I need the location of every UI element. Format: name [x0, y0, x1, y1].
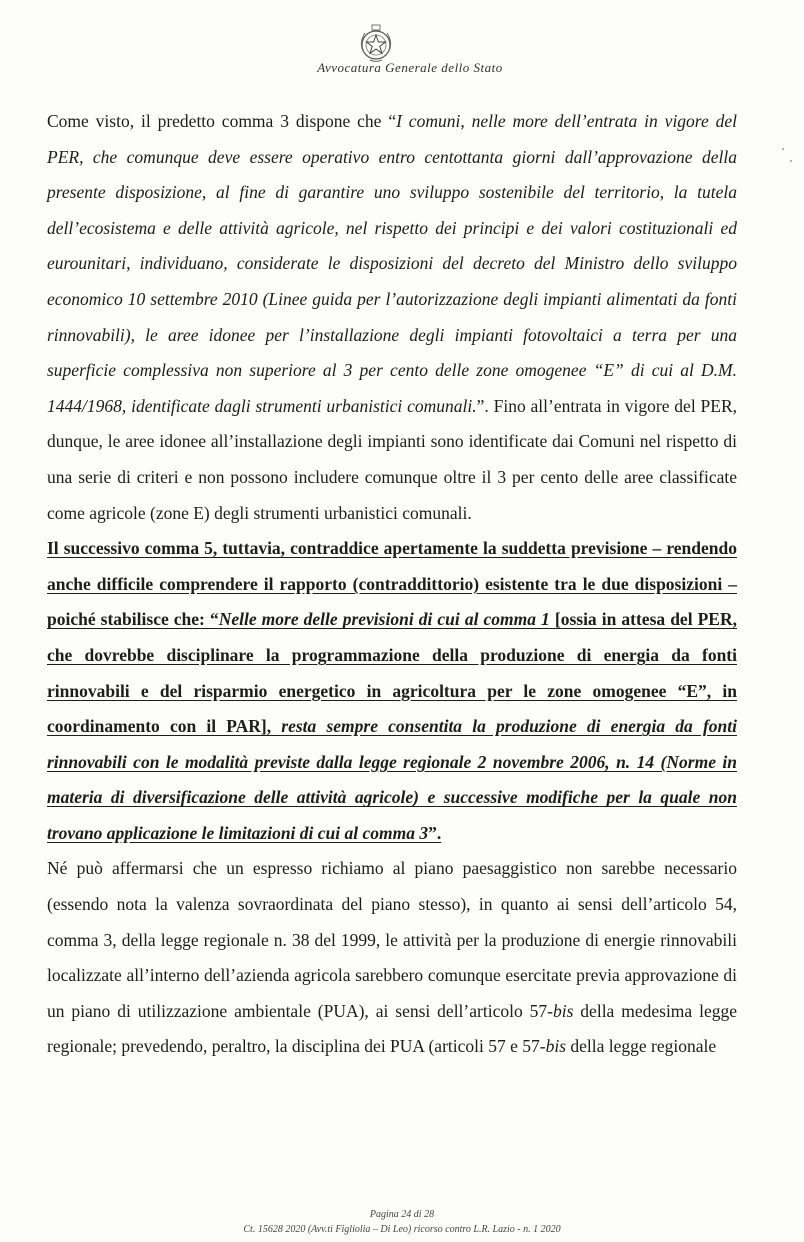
paragraph-2-quote-1: Nelle more delle previsioni di cui al comma 1 [218, 609, 550, 630]
italian-republic-emblem-icon [356, 24, 396, 64]
paragraph-3 [47, 851, 737, 1065]
page-number: Pagina 24 di 28 [369, 1209, 435, 1220]
paragraph-1-lead: Come visto, il predetto comma 3 dispone che “ [47, 111, 397, 131]
paragraph-1-quote: I comuni, nelle more dell’entrata in vigore del PER, che comunque deve essere operativo entro centottanta giorni dall’approvazione della presente disposizione, al fine di garantire uno sviluppo sostenibile del territorio, la tutela dell’ecosistema e delle attività agricole, nel rispetto dei principi e dei valori costituzionali ed eurounitari, individuano, considerate le disposizioni del decreto del Ministro dello sviluppo economico 10 settembre 2010 (Linee guida per l’autorizzazione degli impianti alimentati da fonti rinnovabili), le aree idonee per l’installazione degli impianti fotovoltaici a terra per una superficie complessiva non superiore al 3 per cento delle zone omogenee “E” di cui al D.M. 1444/1968, identificate dagli strumenti urbanistici comunali. [47, 111, 737, 416]
paragraph-2-tail: ”. [428, 822, 442, 843]
paragraph-3-text-2: della medesima legge regionale; prevedendo, peraltro, la disciplina dei PUA (articoli 57 e 57- [47, 1000, 738, 1057]
document-body [47, 104, 737, 1065]
scan-speck [782, 148, 784, 150]
scan-speck [790, 160, 792, 162]
paragraph-2 [47, 531, 737, 851]
paragraph-2-quote-2: resta sempre consentita la produzione di energia da fonti rinnovabili con le modalità previste dalla legge regionale 2 novembre 2006, n. 14 (Norme in materia di diversificazione delle attività agricole) e successive modifiche per la quale non trovano applicazione le limitazioni di cui al comma 3 [47, 716, 737, 843]
paragraph-1 [47, 104, 737, 531]
paragraph-3-bis-2: bis [545, 1036, 567, 1057]
page-footer [120, 1207, 684, 1237]
paragraph-3-text-1: Né può affermarsi che un espresso richiamo al piano paesaggistico non sarebbe necessario (essendo nota la valenza sovraordinata del piano stesso), in quanto ai sensi dell’articolo 54, comma 3, della legge regionale n. 38 del 1999, le attività per la produzione di energie rinnovabili localizzate all’interno dell’azienda agricola sarebbero comunque esercitate previa approvazione di un piano di utilizzazione ambientale (PUA), ai sensi dell’articolo 57- [47, 858, 737, 1021]
paragraph-3-text-3: della legge regionale [566, 1036, 717, 1057]
paragraph-2-lead: Il successivo comma 5, tuttavia, contraddice apertamente la suddetta previsione – rendendo anche difficile comprendere il rapporto (contraddittorio) esistente tra le due disposizioni – poiché stabilisce che: “ [47, 538, 737, 630]
paragraph-1-tail: ”. Fino all’entrata in vigore del PER, dunque, le aree idonee all’installazione degli impianti sono identificate dai Comuni nel rispetto di una serie di criteri e non possono includere comunque oltre il 3 per cento delle aree classificate come agricole (zone E) degli strumenti urbanistici comunali. [47, 395, 737, 523]
case-reference: Ct. 15628 2020 (Avv.ti Figliolia – Di Leo) ricorso contro L.R. Lazio - n. 1 2020 [243, 1224, 561, 1235]
paragraph-3-bis-1: bis [552, 1000, 574, 1021]
office-header: Avvocatura Generale dello Stato [317, 60, 503, 75]
paragraph-2-middle: [ossia in attesa del PER, che dovrebbe disciplinare la programmazione della produzione di energia da fonti rinnovabili e del risparmio energetico in agricoltura per le zone omogenee “E”, in coordinamento con il PAR], [47, 609, 737, 737]
